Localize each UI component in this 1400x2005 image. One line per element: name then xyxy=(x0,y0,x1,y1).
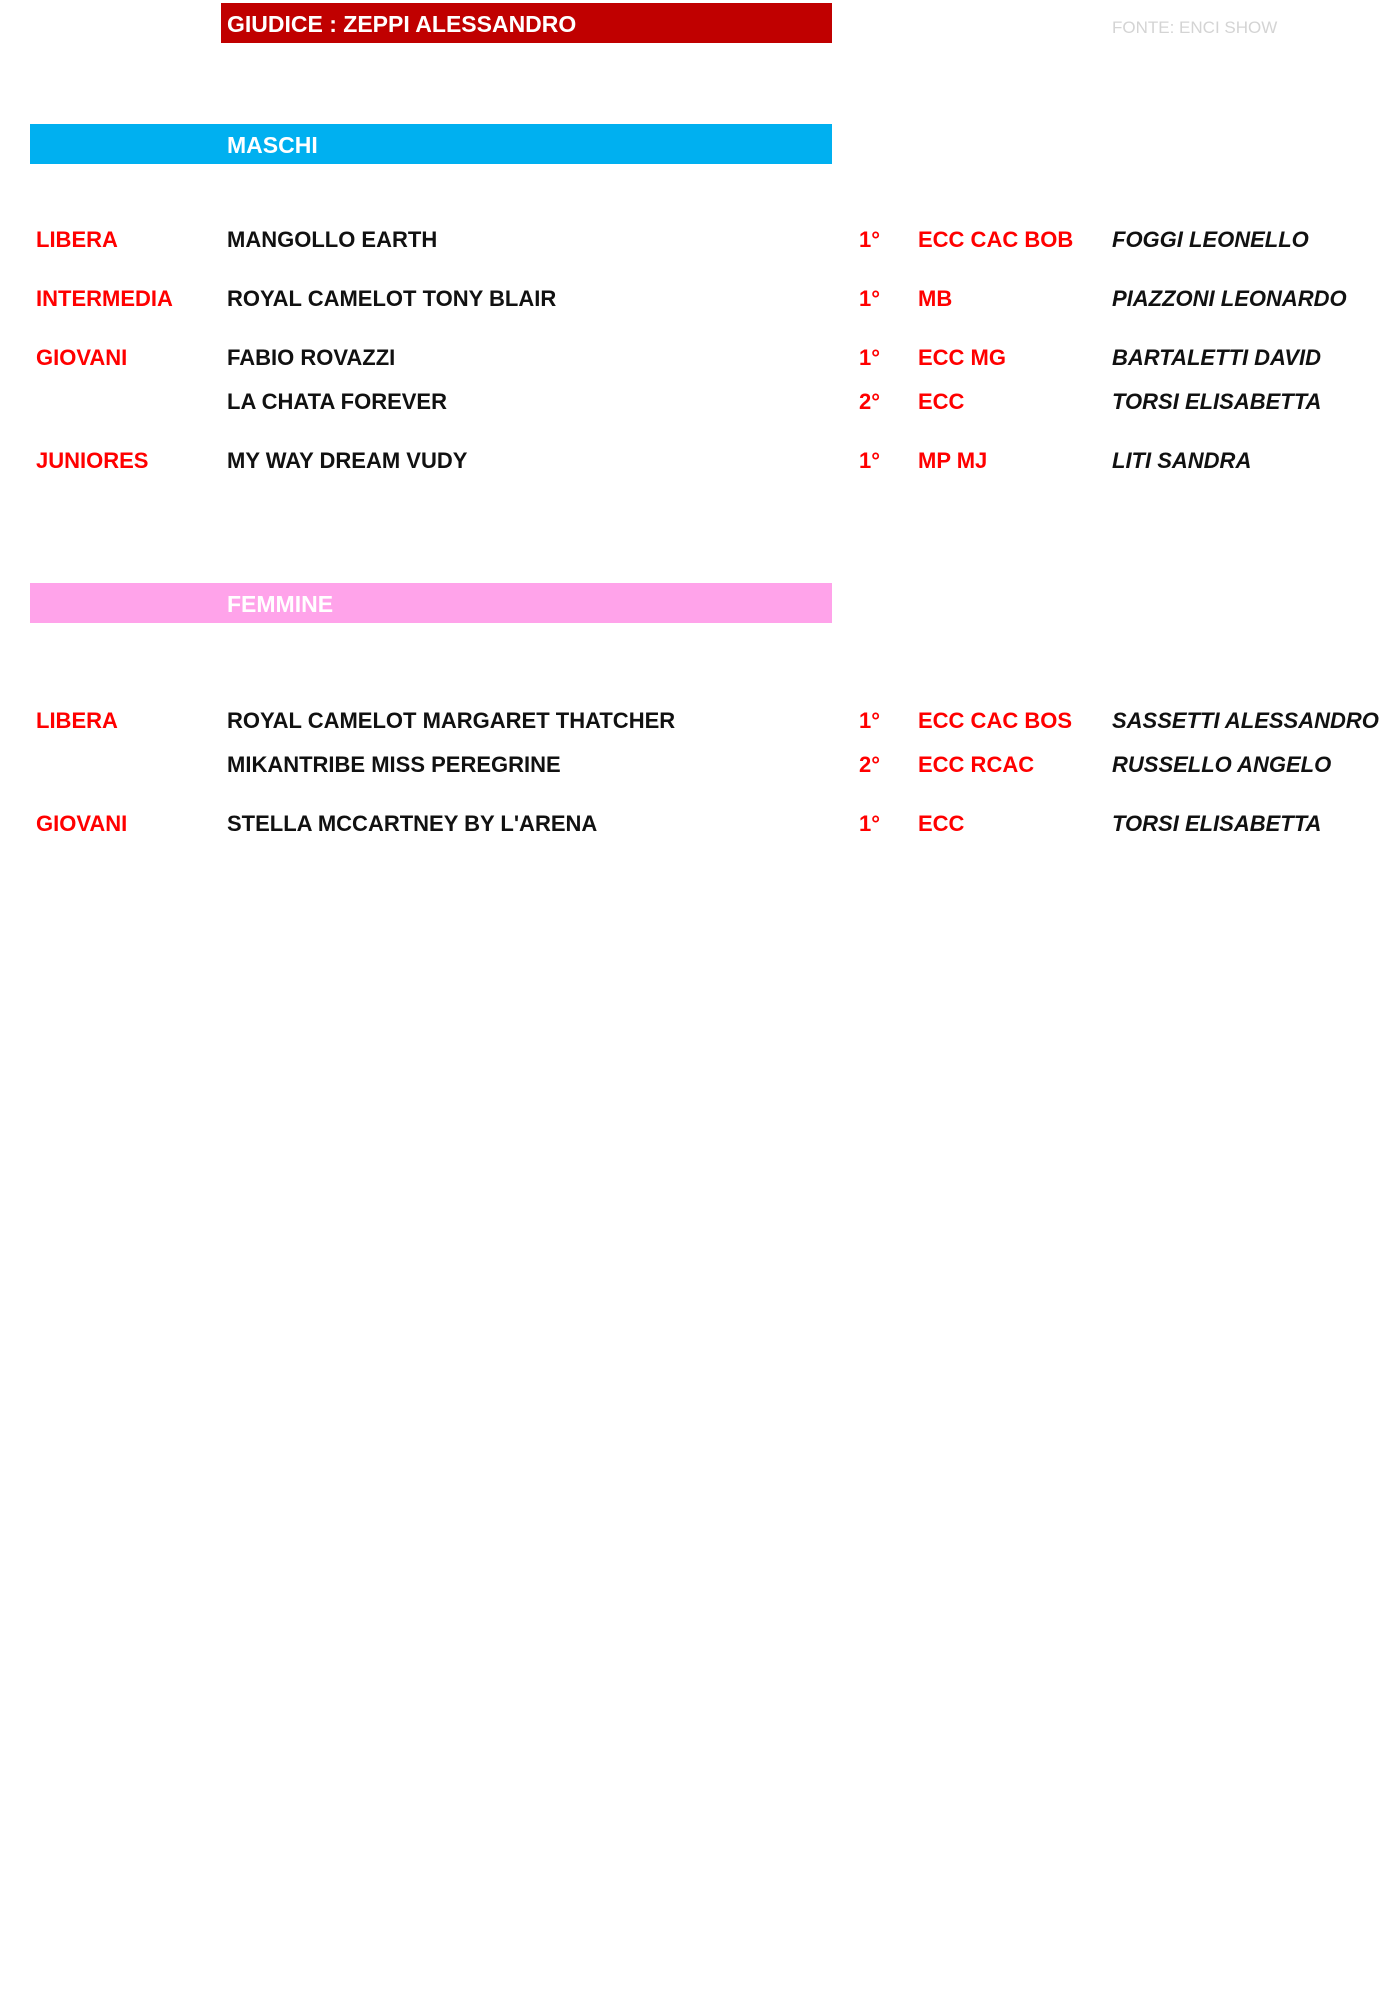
result-row xyxy=(0,391,1400,421)
section-label-females: FEMMINE xyxy=(227,591,334,617)
source-note: FONTE: ENCI SHOW xyxy=(1112,18,1278,37)
class-label: INTERMEDIA xyxy=(36,286,173,311)
owner-name: FOGGI LEONELLO xyxy=(1112,227,1309,252)
section-label-males: MASCHI xyxy=(227,132,318,158)
owner-name: LITI SANDRA xyxy=(1112,448,1252,473)
dog-name: MANGOLLO EARTH xyxy=(227,227,438,252)
dog-name: ROYAL CAMELOT MARGARET THATCHER xyxy=(227,708,676,733)
award-titles: MP MJ xyxy=(918,448,988,473)
award-titles: ECC xyxy=(918,811,965,836)
award-titles: ECC CAC BOB xyxy=(918,227,1074,252)
dog-name: FABIO ROVAZZI xyxy=(227,345,396,370)
placement: 1° xyxy=(859,708,881,733)
owner-name: RUSSELLO ANGELO xyxy=(1112,752,1332,777)
dog-name: STELLA MCCARTNEY BY L'ARENA xyxy=(227,811,598,836)
result-row xyxy=(0,754,1400,784)
award-titles: ECC CAC BOS xyxy=(918,708,1073,733)
owner-name: TORSI ELISABETTA xyxy=(1112,811,1322,836)
dog-name: MY WAY DREAM VUDY xyxy=(227,448,468,473)
class-label: GIOVANI xyxy=(36,345,128,370)
class-label: GIOVANI xyxy=(36,811,128,836)
dog-name: MIKANTRIBE MISS PEREGRINE xyxy=(227,752,561,777)
award-titles: ECC MG xyxy=(918,345,1006,370)
placement: 1° xyxy=(859,448,881,473)
section-band-females xyxy=(30,583,832,623)
owner-name: BARTALETTI DAVID xyxy=(1112,345,1321,370)
class-label: LIBERA xyxy=(36,227,118,252)
award-titles: ECC xyxy=(918,389,965,414)
result-row xyxy=(0,710,1400,740)
result-row xyxy=(0,288,1400,318)
placement: 1° xyxy=(859,286,881,311)
award-titles: MB xyxy=(918,286,953,311)
dog-name: LA CHATA FOREVER xyxy=(227,389,447,414)
award-titles: ECC RCAC xyxy=(918,752,1035,777)
placement: 1° xyxy=(859,227,881,252)
result-row xyxy=(0,450,1400,480)
judge-name: GIUDICE : ZEPPI ALESSANDRO xyxy=(227,11,577,37)
owner-name: TORSI ELISABETTA xyxy=(1112,389,1322,414)
class-label: JUNIORES xyxy=(36,448,149,473)
placement: 2° xyxy=(859,389,881,414)
class-label: LIBERA xyxy=(36,708,118,733)
dog-name: ROYAL CAMELOT TONY BLAIR xyxy=(227,286,557,311)
result-row xyxy=(0,347,1400,377)
result-row xyxy=(0,813,1400,843)
section-band-males xyxy=(30,124,832,164)
placement: 2° xyxy=(859,752,881,777)
placement: 1° xyxy=(859,811,881,836)
placement: 1° xyxy=(859,345,881,370)
owner-name: SASSETTI ALESSANDRO xyxy=(1112,708,1379,733)
result-row xyxy=(0,229,1400,259)
owner-name: PIAZZONI LEONARDO xyxy=(1112,286,1347,311)
